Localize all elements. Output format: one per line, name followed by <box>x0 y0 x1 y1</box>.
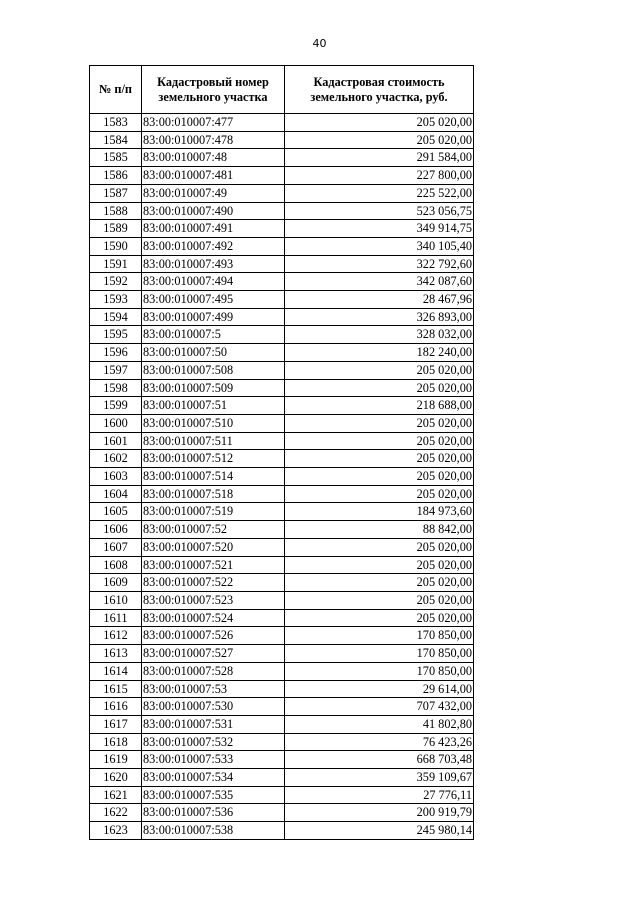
row-number-cell: 1600 <box>90 414 142 432</box>
table-row <box>90 255 474 273</box>
row-number-cell: 1606 <box>90 521 142 539</box>
table-row <box>90 379 474 397</box>
cadastral-id-cell: 83:00:010007:527 <box>142 645 285 663</box>
cadastral-value-cell: 205 020,00 <box>285 485 474 503</box>
cadastral-value-cell: 205 020,00 <box>285 361 474 379</box>
table-row <box>90 733 474 751</box>
row-number-cell: 1609 <box>90 574 142 592</box>
cadastral-value-cell: 170 850,00 <box>285 645 474 663</box>
cadastral-value-cell: 184 973,60 <box>285 503 474 521</box>
cadastral-value-cell: 205 020,00 <box>285 574 474 592</box>
table-row <box>90 521 474 539</box>
table-row <box>90 237 474 255</box>
cadastral-id-cell: 83:00:010007:533 <box>142 751 285 769</box>
cadastral-id-cell: 83:00:010007:508 <box>142 361 285 379</box>
row-number-cell: 1608 <box>90 556 142 574</box>
cadastral-value-cell: 205 020,00 <box>285 450 474 468</box>
table-row <box>90 468 474 486</box>
table-row <box>90 786 474 804</box>
table-row <box>90 326 474 344</box>
table-row <box>90 167 474 185</box>
table-row <box>90 538 474 556</box>
cadastral-value-cell: 668 703,48 <box>285 751 474 769</box>
row-number-cell: 1605 <box>90 503 142 521</box>
table-row <box>90 680 474 698</box>
table-row <box>90 627 474 645</box>
table-row <box>90 645 474 663</box>
row-number-cell: 1589 <box>90 220 142 238</box>
cadastral-id-cell: 83:00:010007:531 <box>142 715 285 733</box>
table-row <box>90 308 474 326</box>
cadastral-value-cell: 322 792,60 <box>285 255 474 273</box>
row-number-cell: 1586 <box>90 167 142 185</box>
cadastral-value-cell: 182 240,00 <box>285 344 474 362</box>
cadastral-id-cell: 83:00:010007:493 <box>142 255 285 273</box>
table-row <box>90 662 474 680</box>
table-row <box>90 202 474 220</box>
cadastral-value-cell: 225 522,00 <box>285 184 474 202</box>
cadastral-id-cell: 83:00:010007:512 <box>142 450 285 468</box>
cadastral-id-cell: 83:00:010007:477 <box>142 114 285 132</box>
cadastral-value-cell: 245 980,14 <box>285 822 474 840</box>
table-row <box>90 698 474 716</box>
row-number-cell: 1620 <box>90 769 142 787</box>
cadastral-value-cell: 349 914,75 <box>285 220 474 238</box>
row-number-cell: 1623 <box>90 822 142 840</box>
cadastral-id-cell: 83:00:010007:490 <box>142 202 285 220</box>
cadastral-id-cell: 83:00:010007:522 <box>142 574 285 592</box>
cadastral-value-cell: 170 850,00 <box>285 662 474 680</box>
table-row <box>90 485 474 503</box>
cadastral-value-cell: 88 842,00 <box>285 521 474 539</box>
cadastral-id-cell: 83:00:010007:499 <box>142 308 285 326</box>
row-number-cell: 1612 <box>90 627 142 645</box>
cadastral-id-cell: 83:00:010007:526 <box>142 627 285 645</box>
row-number-cell: 1613 <box>90 645 142 663</box>
cadastral-value-cell: 205 020,00 <box>285 468 474 486</box>
cadastral-id-cell: 83:00:010007:51 <box>142 397 285 415</box>
cadastral-id-cell: 83:00:010007:521 <box>142 556 285 574</box>
table-row <box>90 220 474 238</box>
row-number-cell: 1614 <box>90 662 142 680</box>
cadastral-table <box>89 65 474 840</box>
row-number-cell: 1588 <box>90 202 142 220</box>
cadastral-id-cell: 83:00:010007:53 <box>142 680 285 698</box>
cadastral-id-cell: 83:00:010007:534 <box>142 769 285 787</box>
header-cadastral-value: Кадастровая стоимость земельного участка, руб. <box>285 66 474 114</box>
cadastral-id-cell: 83:00:010007:49 <box>142 184 285 202</box>
cadastral-id-cell: 83:00:010007:518 <box>142 485 285 503</box>
cadastral-id-cell: 83:00:010007:52 <box>142 521 285 539</box>
cadastral-value-cell: 205 020,00 <box>285 114 474 132</box>
row-number-cell: 1616 <box>90 698 142 716</box>
table-body <box>90 114 474 840</box>
table-header-row <box>90 66 474 114</box>
table-row <box>90 114 474 132</box>
row-number-cell: 1602 <box>90 450 142 468</box>
cadastral-value-cell: 326 893,00 <box>285 308 474 326</box>
row-number-cell: 1598 <box>90 379 142 397</box>
table-row <box>90 574 474 592</box>
row-number-cell: 1604 <box>90 485 142 503</box>
row-number-cell: 1617 <box>90 715 142 733</box>
row-number-cell: 1615 <box>90 680 142 698</box>
cadastral-value-cell: 340 105,40 <box>285 237 474 255</box>
cadastral-value-cell: 523 056,75 <box>285 202 474 220</box>
cadastral-id-cell: 83:00:010007:528 <box>142 662 285 680</box>
cadastral-value-cell: 205 020,00 <box>285 432 474 450</box>
row-number-cell: 1592 <box>90 273 142 291</box>
cadastral-id-cell: 83:00:010007:532 <box>142 733 285 751</box>
cadastral-value-cell: 342 087,60 <box>285 273 474 291</box>
table-row <box>90 822 474 840</box>
cadastral-value-cell: 205 020,00 <box>285 414 474 432</box>
cadastral-value-cell: 205 020,00 <box>285 609 474 627</box>
row-number-cell: 1599 <box>90 397 142 415</box>
cadastral-value-cell: 205 020,00 <box>285 379 474 397</box>
row-number-cell: 1622 <box>90 804 142 822</box>
row-number-cell: 1601 <box>90 432 142 450</box>
table-row <box>90 591 474 609</box>
row-number-cell: 1610 <box>90 591 142 609</box>
table-row <box>90 804 474 822</box>
row-number-cell: 1584 <box>90 131 142 149</box>
table-row <box>90 344 474 362</box>
cadastral-value-cell: 205 020,00 <box>285 131 474 149</box>
row-number-cell: 1603 <box>90 468 142 486</box>
cadastral-value-cell: 29 614,00 <box>285 680 474 698</box>
table-row <box>90 769 474 787</box>
table-row <box>90 556 474 574</box>
cadastral-id-cell: 83:00:010007:5 <box>142 326 285 344</box>
cadastral-value-cell: 27 776,11 <box>285 786 474 804</box>
table-row <box>90 414 474 432</box>
cadastral-id-cell: 83:00:010007:509 <box>142 379 285 397</box>
row-number-cell: 1597 <box>90 361 142 379</box>
table-row <box>90 149 474 167</box>
cadastral-id-cell: 83:00:010007:538 <box>142 822 285 840</box>
cadastral-value-cell: 218 688,00 <box>285 397 474 415</box>
row-number-cell: 1583 <box>90 114 142 132</box>
cadastral-value-cell: 227 800,00 <box>285 167 474 185</box>
cadastral-id-cell: 83:00:010007:495 <box>142 291 285 309</box>
table-row <box>90 751 474 769</box>
cadastral-id-cell: 83:00:010007:535 <box>142 786 285 804</box>
cadastral-value-cell: 76 423,26 <box>285 733 474 751</box>
table-row <box>90 184 474 202</box>
cadastral-value-cell: 200 919,79 <box>285 804 474 822</box>
row-number-cell: 1587 <box>90 184 142 202</box>
cadastral-id-cell: 83:00:010007:511 <box>142 432 285 450</box>
cadastral-id-cell: 83:00:010007:519 <box>142 503 285 521</box>
table-row <box>90 361 474 379</box>
cadastral-id-cell: 83:00:010007:50 <box>142 344 285 362</box>
cadastral-id-cell: 83:00:010007:494 <box>142 273 285 291</box>
page-number: 40 <box>312 37 327 50</box>
cadastral-id-cell: 83:00:010007:478 <box>142 131 285 149</box>
cadastral-id-cell: 83:00:010007:530 <box>142 698 285 716</box>
cadastral-value-cell: 707 432,00 <box>285 698 474 716</box>
table-row <box>90 450 474 468</box>
cadastral-value-cell: 291 584,00 <box>285 149 474 167</box>
row-number-cell: 1611 <box>90 609 142 627</box>
row-number-cell: 1585 <box>90 149 142 167</box>
header-cadastral-id: Кадастровый номер земельного участка <box>142 66 285 114</box>
row-number-cell: 1595 <box>90 326 142 344</box>
cadastral-id-cell: 83:00:010007:514 <box>142 468 285 486</box>
cadastral-id-cell: 83:00:010007:492 <box>142 237 285 255</box>
cadastral-value-cell: 359 109,67 <box>285 769 474 787</box>
row-number-cell: 1618 <box>90 733 142 751</box>
cadastral-id-cell: 83:00:010007:491 <box>142 220 285 238</box>
cadastral-id-cell: 83:00:010007:481 <box>142 167 285 185</box>
cadastral-value-cell: 328 032,00 <box>285 326 474 344</box>
cadastral-id-cell: 83:00:010007:48 <box>142 149 285 167</box>
header-number: № п/п <box>90 66 142 114</box>
cadastral-value-cell: 41 802,80 <box>285 715 474 733</box>
table-row <box>90 503 474 521</box>
row-number-cell: 1593 <box>90 291 142 309</box>
cadastral-value-cell: 205 020,00 <box>285 538 474 556</box>
row-number-cell: 1594 <box>90 308 142 326</box>
cadastral-id-cell: 83:00:010007:510 <box>142 414 285 432</box>
cadastral-id-cell: 83:00:010007:523 <box>142 591 285 609</box>
row-number-cell: 1596 <box>90 344 142 362</box>
row-number-cell: 1590 <box>90 237 142 255</box>
table-row <box>90 609 474 627</box>
cadastral-value-cell: 170 850,00 <box>285 627 474 645</box>
cadastral-id-cell: 83:00:010007:524 <box>142 609 285 627</box>
row-number-cell: 1607 <box>90 538 142 556</box>
table-row <box>90 291 474 309</box>
cadastral-value-cell: 28 467,96 <box>285 291 474 309</box>
cadastral-value-cell: 205 020,00 <box>285 591 474 609</box>
row-number-cell: 1621 <box>90 786 142 804</box>
table-row <box>90 131 474 149</box>
table-row <box>90 432 474 450</box>
table-row <box>90 273 474 291</box>
cadastral-value-cell: 205 020,00 <box>285 556 474 574</box>
cadastral-id-cell: 83:00:010007:520 <box>142 538 285 556</box>
table-row <box>90 397 474 415</box>
row-number-cell: 1619 <box>90 751 142 769</box>
cadastral-id-cell: 83:00:010007:536 <box>142 804 285 822</box>
row-number-cell: 1591 <box>90 255 142 273</box>
table-row <box>90 715 474 733</box>
